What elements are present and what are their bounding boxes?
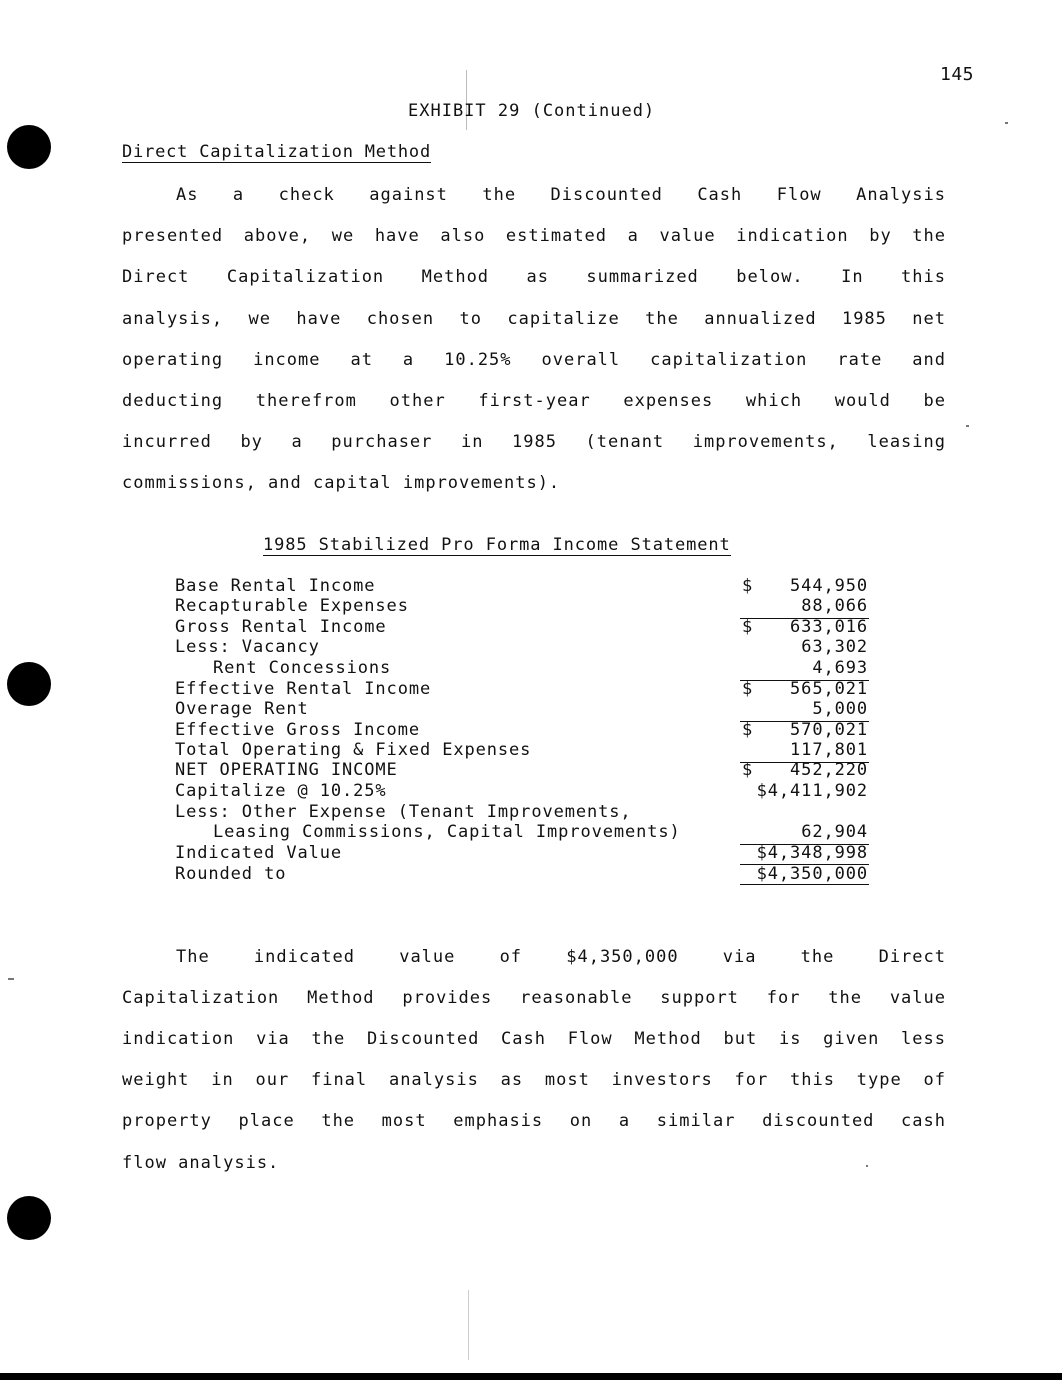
table-title: 1985 Stabilized Pro Forma Income Statement xyxy=(263,535,731,555)
page-number: 145 xyxy=(940,64,975,85)
scan-artifact xyxy=(466,70,467,130)
amount: 117,801 xyxy=(790,740,868,760)
amount: 452,220 xyxy=(790,760,868,780)
row-label-recapturable-expenses: Recapturable Expenses xyxy=(175,596,409,616)
amount: 63,302 xyxy=(801,637,868,657)
intro-paragraph-line: Direct Capitalization Method as summarized below. In this xyxy=(122,267,946,287)
intro-paragraph-line: incurred by a purchaser in 1985 (tenant improvements, leasing xyxy=(122,432,946,452)
intro-paragraph-line: operating income at a 10.25% overall capitalization rate and xyxy=(122,350,946,370)
row-value-rounded-to xyxy=(740,864,868,884)
row-label-less-other-expense: Less: Other Expense (Tenant Improvements, xyxy=(175,802,632,822)
double-underline-rule xyxy=(740,884,869,885)
row-value-effective-rental-income xyxy=(740,679,868,699)
amount: 565,021 xyxy=(790,679,868,699)
scan-artifact xyxy=(468,1290,469,1360)
amount: $4,350,000 xyxy=(756,864,868,884)
amount: $4,411,902 xyxy=(756,781,868,801)
closing-paragraph-line: The indicated value of $4,350,000 via the Direct xyxy=(176,947,946,967)
row-value-effective-gross-income xyxy=(740,720,868,740)
amount: $4,348,998 xyxy=(756,843,868,863)
row-value-rent-concessions xyxy=(740,658,868,678)
row-label-capitalize: Capitalize @ 10.25% xyxy=(175,781,387,801)
row-label-effective-gross-income: Effective Gross Income xyxy=(175,720,420,740)
punch-hole-middle xyxy=(7,662,51,706)
amount: 544,950 xyxy=(790,576,868,596)
row-label-total-operating-expenses: Total Operating & Fixed Expenses xyxy=(175,740,532,760)
scan-artifact xyxy=(8,978,14,980)
row-value-less-vacancy xyxy=(740,637,868,657)
punch-hole-bottom xyxy=(7,1196,51,1240)
row-label-net-operating-income: NET OPERATING INCOME xyxy=(175,760,398,780)
amount: 570,021 xyxy=(790,720,868,740)
row-label-gross-rental-income: Gross Rental Income xyxy=(175,617,387,637)
closing-paragraph-line: weight in our final analysis as most investors for this type of xyxy=(122,1070,946,1090)
row-label-base-rental-income: Base Rental Income xyxy=(175,576,376,596)
amount: 5,000 xyxy=(812,699,868,719)
currency-sign: $ xyxy=(742,760,754,780)
row-value-capitalize xyxy=(740,781,868,801)
row-value-net-operating-income xyxy=(740,760,868,780)
row-value-base-rental-income xyxy=(740,576,868,596)
intro-paragraph-line: presented above, we have also estimated a value indication by the xyxy=(122,226,946,246)
row-label-effective-rental-income: Effective Rental Income xyxy=(175,679,432,699)
amount: 4,693 xyxy=(812,658,868,678)
currency-sign: $ xyxy=(742,617,754,637)
scan-artifact xyxy=(966,425,969,427)
row-label-less-vacancy: Less: Vacancy xyxy=(175,637,320,657)
intro-paragraph-line: analysis, we have chosen to capitalize the annualized 1985 net xyxy=(122,309,946,329)
currency-sign: $ xyxy=(742,679,754,699)
currency-sign: $ xyxy=(742,576,754,596)
punch-hole-top xyxy=(7,125,51,169)
row-value-gross-rental-income xyxy=(740,617,868,637)
row-label-leasing-commissions: Leasing Commissions, Capital Improvements) xyxy=(213,822,681,842)
amount: 62,904 xyxy=(801,822,868,842)
currency-sign: $ xyxy=(742,720,754,740)
closing-paragraph-line: indication via the Discounted Cash Flow Method but is given less xyxy=(122,1029,946,1049)
closing-paragraph-line: Capitalization Method provides reasonable support for the value xyxy=(122,988,946,1008)
closing-paragraph-line: flow analysis. xyxy=(122,1153,280,1173)
row-label-rent-concessions: Rent Concessions xyxy=(213,658,392,678)
row-value-leasing-commissions xyxy=(740,822,868,842)
row-label-indicated-value: Indicated Value xyxy=(175,843,343,863)
section-heading: Direct Capitalization Method xyxy=(122,142,431,162)
row-value-indicated-value xyxy=(740,843,868,863)
intro-paragraph-line: deducting therefrom other first-year expenses which would be xyxy=(122,391,946,411)
row-label-rounded-to: Rounded to xyxy=(175,864,287,884)
amount: 633,016 xyxy=(790,617,868,637)
row-value-overage-rent xyxy=(740,699,868,719)
scan-artifact xyxy=(1005,122,1008,124)
amount: 88,066 xyxy=(801,596,868,616)
scan-bottom-edge xyxy=(0,1373,1062,1380)
exhibit-title: EXHIBIT 29 (Continued) xyxy=(408,101,656,121)
row-label-overage-rent: Overage Rent xyxy=(175,699,309,719)
closing-paragraph-line: property place the most emphasis on a similar discounted cash xyxy=(122,1111,946,1131)
row-value-recapturable-expenses xyxy=(740,596,868,616)
row-value-total-operating-expenses xyxy=(740,740,868,760)
intro-paragraph-line: commissions, and capital improvements). xyxy=(122,473,561,493)
intro-paragraph-line: As a check against the Discounted Cash Flow Analysis xyxy=(176,185,946,205)
